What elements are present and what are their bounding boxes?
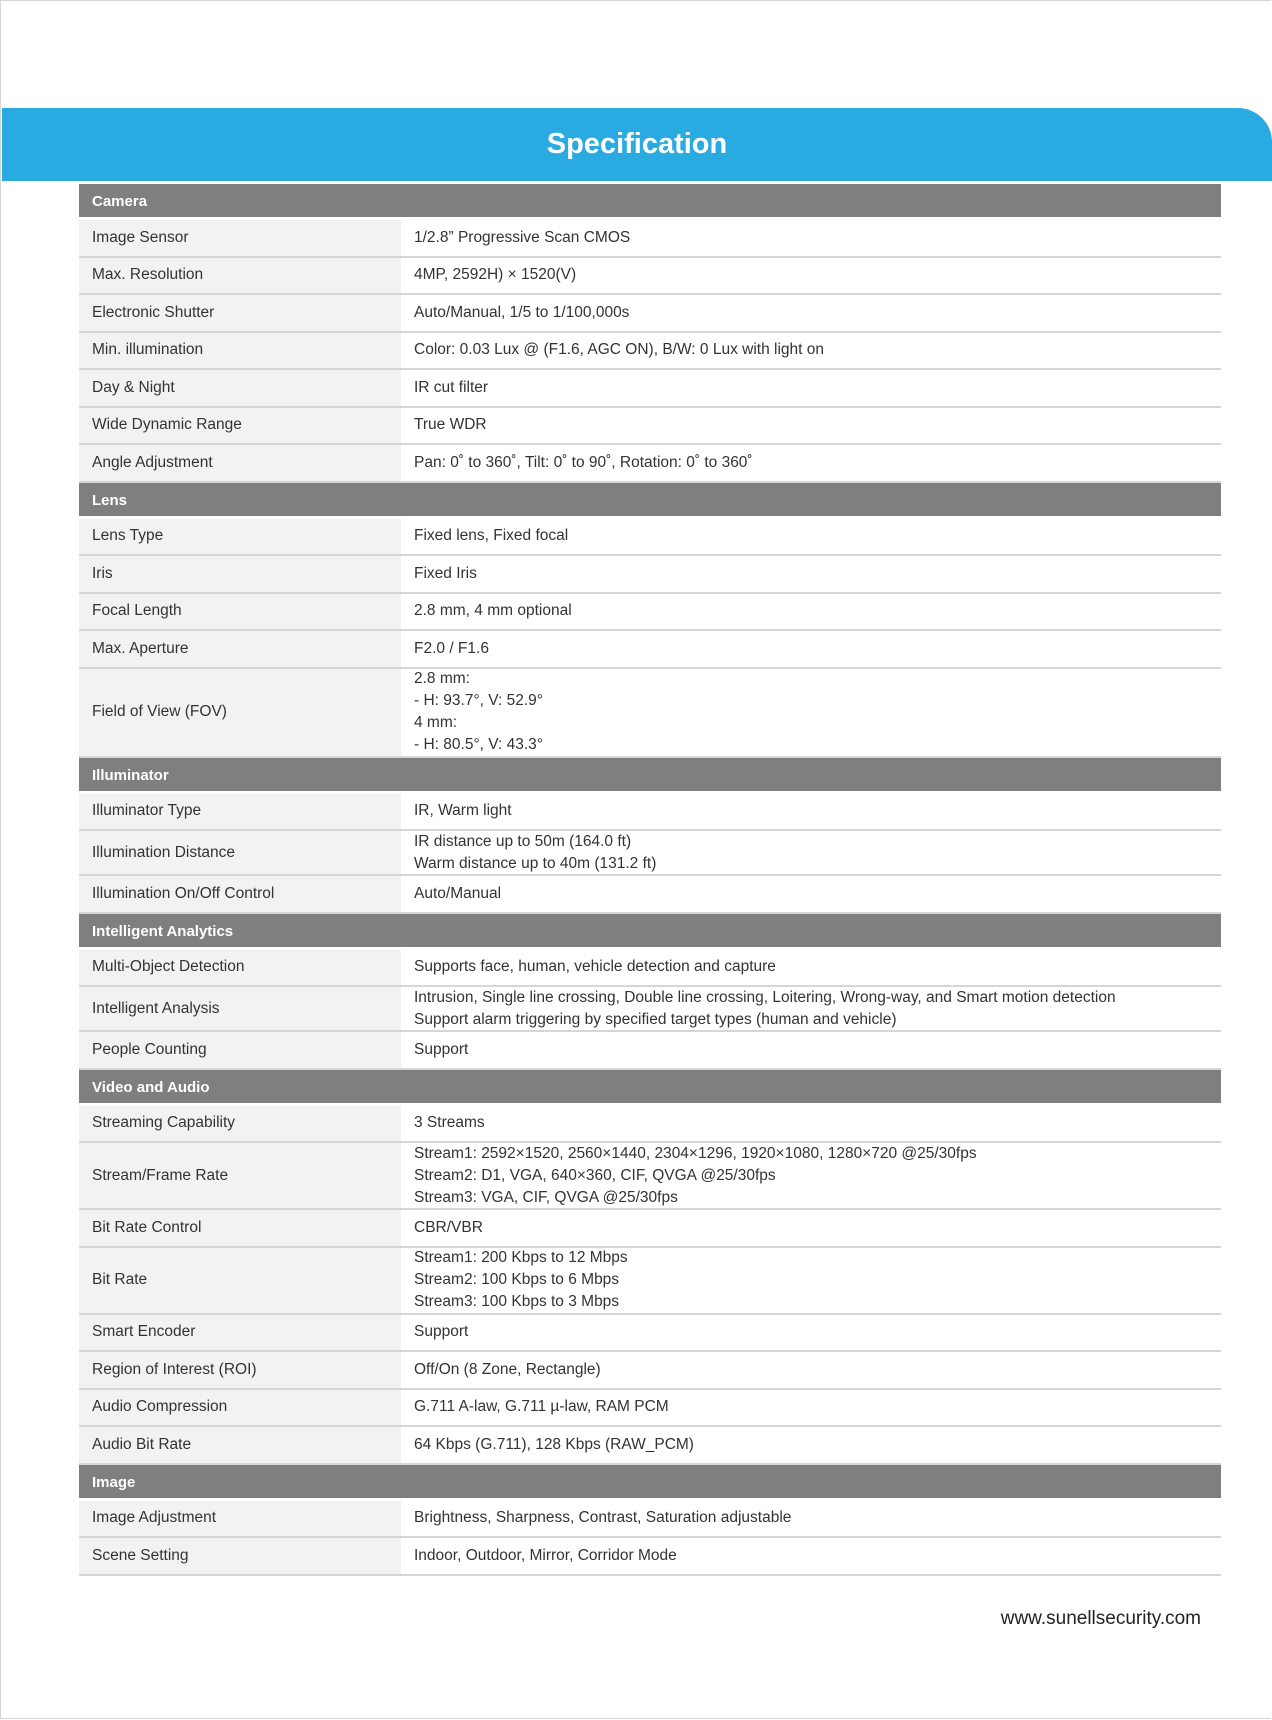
spec-label: Multi-Object Detection bbox=[79, 950, 402, 986]
spec-label: Smart Encoder bbox=[79, 1315, 402, 1351]
spec-row bbox=[79, 831, 1221, 876]
spec-value-line: CBR/VBR bbox=[414, 1218, 483, 1236]
spec-row bbox=[79, 1352, 1221, 1390]
spec-row bbox=[79, 1315, 1221, 1353]
website-footer: www.sunellsecurity.com bbox=[1000, 1608, 1201, 1629]
spec-row bbox=[79, 1390, 1221, 1428]
spec-label: Illumination On/Off Control bbox=[79, 876, 402, 912]
spec-label: Scene Setting bbox=[79, 1538, 402, 1574]
spec-value-line: Fixed Iris bbox=[414, 564, 477, 582]
spec-value-line: IR, Warm light bbox=[414, 802, 512, 820]
spec-value-line: Support bbox=[414, 1040, 469, 1058]
spec-value-line: Brightness, Sharpness, Contrast, Saturation adjustable bbox=[414, 1509, 792, 1527]
spec-label: People Counting bbox=[79, 1032, 402, 1068]
spec-label: Lens Type bbox=[79, 519, 402, 555]
spec-row bbox=[79, 876, 1221, 914]
section-header: Intelligent Analytics bbox=[79, 914, 1221, 950]
specification-table bbox=[79, 184, 1221, 1576]
spec-value bbox=[402, 631, 1221, 667]
spec-value-line: 2.8 mm: bbox=[414, 670, 470, 687]
spec-label: Stream/Frame Rate bbox=[79, 1143, 402, 1208]
spec-label: Electronic Shutter bbox=[79, 295, 402, 331]
spec-label: Focal Length bbox=[79, 594, 402, 630]
spec-value-line: 2.8 mm, 4 mm optional bbox=[414, 602, 572, 620]
spec-value-line: 4MP, 2592H) × 1520(V) bbox=[414, 266, 577, 284]
spec-row bbox=[79, 1032, 1221, 1070]
spec-value-line: Auto/Manual bbox=[414, 884, 502, 902]
spec-value bbox=[402, 1390, 1221, 1426]
spec-row bbox=[79, 370, 1221, 408]
section-header: Camera bbox=[79, 184, 1221, 220]
spec-label: Iris bbox=[79, 556, 402, 592]
spec-row bbox=[79, 519, 1221, 557]
spec-value-line: Support bbox=[414, 1323, 469, 1341]
spec-value-line: Fixed lens, Fixed focal bbox=[414, 527, 569, 545]
spec-value bbox=[402, 831, 1221, 874]
page-title: Specification bbox=[546, 128, 728, 160]
spec-row bbox=[79, 794, 1221, 832]
section-header: Lens bbox=[79, 483, 1221, 519]
spec-value-line: 3 Streams bbox=[414, 1114, 485, 1132]
spec-value-line: Pan: 0˚ to 360˚, Tilt: 0˚ to 90˚, Rotation: 0˚ to 360˚ bbox=[414, 453, 753, 471]
spec-value-line: Stream2: D1, VGA, 640×360, CIF, QVGA @25/30fps bbox=[414, 1166, 776, 1184]
spec-row bbox=[79, 220, 1221, 258]
spec-label: Image Sensor bbox=[79, 220, 402, 256]
spec-label: Intelligent Analysis bbox=[79, 987, 402, 1030]
spec-value bbox=[402, 1143, 1221, 1208]
spec-value bbox=[402, 556, 1221, 592]
spec-label: Angle Adjustment bbox=[79, 445, 402, 481]
spec-label: Min. illumination bbox=[79, 333, 402, 369]
spec-row bbox=[79, 1143, 1221, 1210]
spec-value bbox=[402, 1501, 1221, 1537]
spec-value bbox=[402, 1427, 1221, 1463]
spec-value bbox=[402, 445, 1221, 481]
spec-value-line: F2.0 / F1.6 bbox=[414, 639, 489, 657]
spec-value bbox=[402, 794, 1221, 830]
spec-value bbox=[402, 1315, 1221, 1351]
spec-value bbox=[402, 950, 1221, 986]
spec-row bbox=[79, 1248, 1221, 1315]
spec-value bbox=[402, 1538, 1221, 1574]
spec-row bbox=[79, 295, 1221, 333]
spec-value bbox=[402, 333, 1221, 369]
spec-label: Illumination Distance bbox=[79, 831, 402, 874]
spec-row bbox=[79, 631, 1221, 669]
spec-label: Audio Compression bbox=[79, 1390, 402, 1426]
spec-value bbox=[402, 519, 1221, 555]
spec-value-line: Indoor, Outdoor, Mirror, Corridor Mode bbox=[414, 1546, 677, 1564]
spec-label: Wide Dynamic Range bbox=[79, 408, 402, 444]
spec-value-line: Stream2: 100 Kbps to 6 Mbps bbox=[414, 1271, 620, 1288]
spec-value-line: IR distance up to 50m (164.0 ft) bbox=[414, 832, 632, 850]
spec-value bbox=[402, 1032, 1221, 1068]
spec-value bbox=[402, 876, 1221, 912]
spec-row bbox=[79, 408, 1221, 446]
spec-label: Max. Aperture bbox=[79, 631, 402, 667]
spec-value-line: Off/On (8 Zone, Rectangle) bbox=[414, 1360, 601, 1378]
spec-value-line: IR cut filter bbox=[414, 378, 489, 396]
spec-value-line: 64 Kbps (G.711), 128 Kbps (RAW_PCM) bbox=[414, 1435, 694, 1453]
spec-row bbox=[79, 556, 1221, 594]
spec-row bbox=[79, 333, 1221, 371]
spec-row bbox=[79, 950, 1221, 988]
spec-value-line: Warm distance up to 40m (131.2 ft) bbox=[414, 854, 657, 872]
section-header: Illuminator bbox=[79, 758, 1221, 794]
spec-value bbox=[402, 1352, 1221, 1388]
spec-value-line: Stream3: 100 Kbps to 3 Mbps bbox=[414, 1293, 620, 1310]
spec-label: Field of View (FOV) bbox=[79, 669, 402, 756]
spec-value-line: 4 mm: bbox=[414, 714, 458, 731]
spec-row bbox=[79, 1210, 1221, 1248]
spec-value bbox=[402, 1248, 1221, 1313]
spec-value-line: Stream1: 200 Kbps to 12 Mbps bbox=[414, 1249, 628, 1266]
spec-row bbox=[79, 445, 1221, 483]
spec-label: Day & Night bbox=[79, 370, 402, 406]
spec-value bbox=[402, 220, 1221, 256]
spec-value-line: Supports face, human, vehicle detection and capture bbox=[414, 958, 776, 976]
spec-label: Bit Rate Control bbox=[79, 1210, 402, 1246]
spec-label: Image Adjustment bbox=[79, 1501, 402, 1537]
spec-value-line: Intrusion, Single line crossing, Double line crossing, Loitering, Wrong-way, and Smart motion detection bbox=[414, 988, 1116, 1006]
spec-value bbox=[402, 594, 1221, 630]
spec-row bbox=[79, 258, 1221, 296]
spec-value-line: - H: 80.5°, V: 43.3° bbox=[414, 736, 543, 753]
spec-label: Streaming Capability bbox=[79, 1106, 402, 1142]
spec-row bbox=[79, 1106, 1221, 1144]
spec-value-line: Support alarm triggering by specified target types (human and vehicle) bbox=[414, 1010, 897, 1028]
spec-value bbox=[402, 1106, 1221, 1142]
spec-label: Region of Interest (ROI) bbox=[79, 1352, 402, 1388]
spec-row bbox=[79, 1427, 1221, 1465]
spec-value-line: True WDR bbox=[414, 416, 487, 434]
spec-value-line: Stream3: VGA, CIF, QVGA @25/30fps bbox=[414, 1188, 678, 1206]
spec-row bbox=[79, 1538, 1221, 1576]
spec-value bbox=[402, 408, 1221, 444]
spec-row bbox=[79, 594, 1221, 632]
spec-label: Bit Rate bbox=[79, 1248, 402, 1313]
spec-label: Max. Resolution bbox=[79, 258, 402, 294]
spec-value-line: Stream1: 2592×1520, 2560×1440, 2304×1296, 1920×1080, 1280×720 @25/30fps bbox=[414, 1144, 977, 1162]
spec-row bbox=[79, 1501, 1221, 1539]
spec-value-line: - H: 93.7°, V: 52.9° bbox=[414, 692, 543, 709]
spec-value bbox=[402, 258, 1221, 294]
spec-value-line: G.711 A-law, G.711 µ-law, RAM PCM bbox=[414, 1398, 669, 1416]
spec-value bbox=[402, 669, 1221, 756]
spec-value-line: 1/2.8” Progressive Scan CMOS bbox=[414, 228, 631, 246]
spec-value-line: Auto/Manual, 1/5 to 1/100,000s bbox=[414, 303, 630, 321]
spec-value bbox=[402, 295, 1221, 331]
spec-row bbox=[79, 987, 1221, 1032]
spec-value bbox=[402, 987, 1221, 1030]
section-header: Image bbox=[79, 1465, 1221, 1501]
spec-value bbox=[402, 370, 1221, 406]
section-header: Video and Audio bbox=[79, 1070, 1221, 1106]
spec-row bbox=[79, 669, 1221, 758]
spec-label: Illuminator Type bbox=[79, 794, 402, 830]
spec-value-line: Color: 0.03 Lux @ (F1.6, AGC ON), B/W: 0 Lux with light on bbox=[414, 341, 825, 359]
spec-label: Audio Bit Rate bbox=[79, 1427, 402, 1463]
spec-value bbox=[402, 1210, 1221, 1246]
title-banner bbox=[2, 108, 1272, 181]
